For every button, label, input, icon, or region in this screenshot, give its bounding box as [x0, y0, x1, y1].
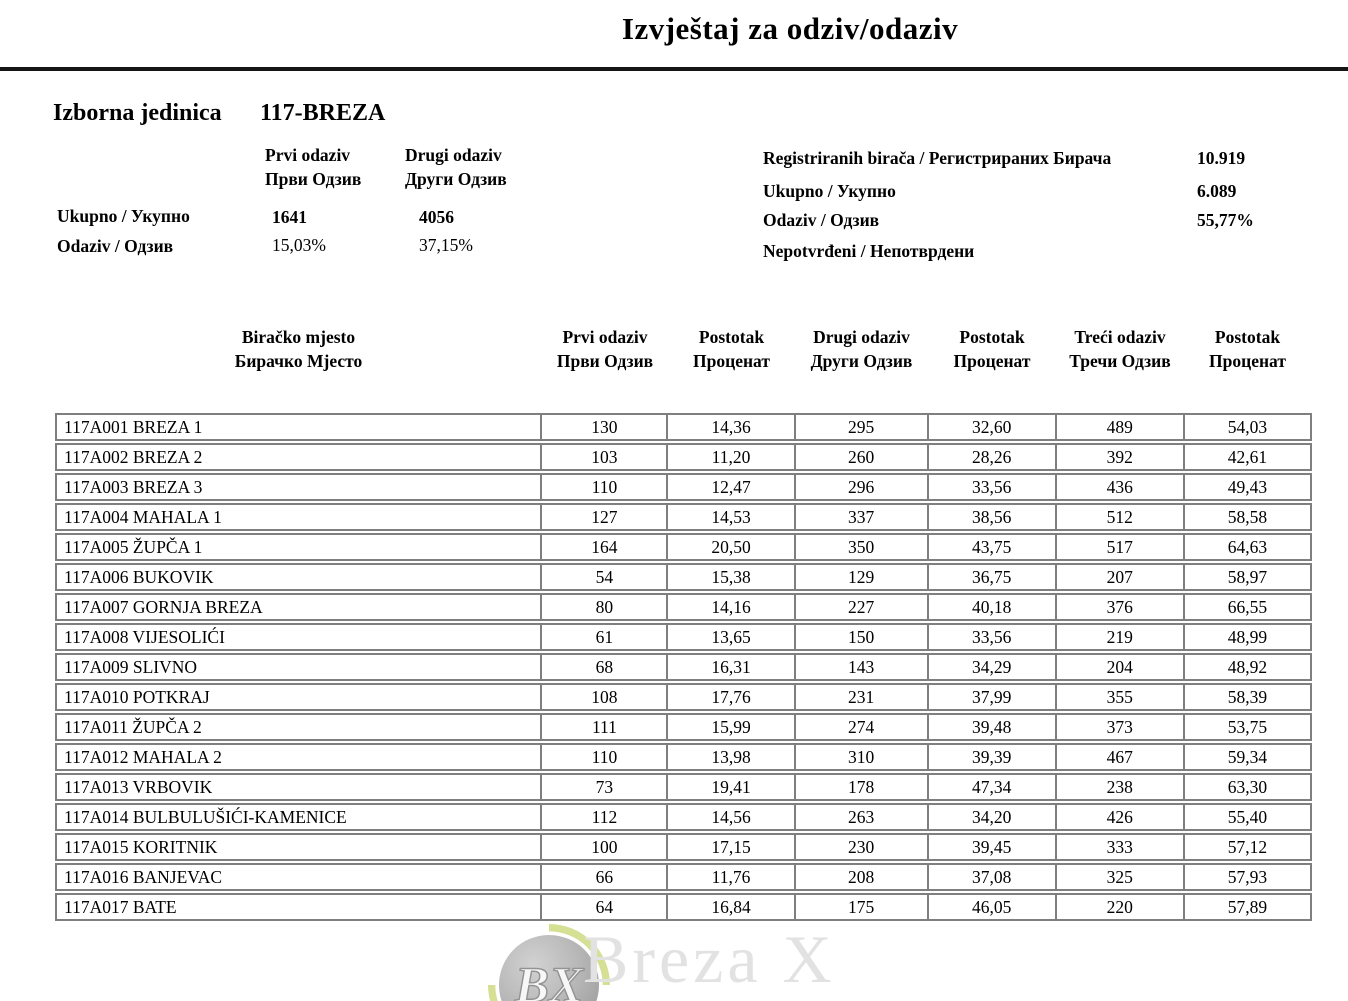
table-row [55, 803, 1312, 831]
value-cell: 39,45 [929, 833, 1057, 861]
value-cell: 80 [542, 593, 668, 621]
table-row [55, 503, 1312, 531]
col-header-biracko-mjesto-line2: Бирачко Мјесто [234, 351, 363, 371]
value-cell: 54,03 [1185, 413, 1312, 441]
value-cell: 512 [1057, 503, 1185, 531]
table-row [55, 863, 1312, 891]
value-cell: 68 [542, 653, 668, 681]
value-cell: 17,76 [668, 683, 795, 711]
table-row [55, 653, 1312, 681]
table-row [55, 593, 1312, 621]
value-cell: 310 [796, 743, 929, 771]
value-cell: 110 [542, 743, 668, 771]
value-cell: 15,38 [668, 563, 795, 591]
station-name-cell: 117A006 BUKOVIK [55, 563, 542, 591]
value-cell: 426 [1057, 803, 1185, 831]
right-summary-odaziv-value: 55,77% [1197, 210, 1254, 230]
value-cell: 227 [796, 593, 929, 621]
value-cell: 64 [542, 893, 668, 921]
value-cell: 337 [796, 503, 929, 531]
value-cell: 54 [542, 563, 668, 591]
value-cell: 39,39 [929, 743, 1057, 771]
value-cell: 11,20 [668, 443, 795, 471]
value-cell: 274 [796, 713, 929, 741]
value-cell: 231 [796, 683, 929, 711]
value-cell: 103 [542, 443, 668, 471]
station-name-cell: 117A008 VIJESOLIĆI [55, 623, 542, 651]
value-cell: 150 [796, 623, 929, 651]
value-cell: 43,75 [929, 533, 1057, 561]
value-cell: 47,34 [929, 773, 1057, 801]
col-header-treci-odaziv-line2: Тречи Одзив [1069, 351, 1171, 371]
col-header-postotak3-line1: Postotak [1214, 327, 1281, 347]
station-name-cell: 117A013 VRBOVIK [55, 773, 542, 801]
station-name-cell: 117A010 POTKRAJ [55, 683, 542, 711]
table-row [55, 413, 1312, 441]
value-cell: 204 [1057, 653, 1185, 681]
value-cell: 350 [796, 533, 929, 561]
station-name-cell: 117A014 BULBULUŠIĆI-KAMENICE [55, 803, 542, 831]
value-cell: 59,34 [1185, 743, 1312, 771]
value-cell: 57,93 [1185, 863, 1312, 891]
value-cell: 112 [542, 803, 668, 831]
col-header-treci-odaziv-line1: Treći odaziv [1074, 327, 1166, 347]
value-cell: 34,29 [929, 653, 1057, 681]
logo-letters: BX [514, 957, 584, 1001]
value-cell: 129 [796, 563, 929, 591]
value-cell: 207 [1057, 563, 1185, 591]
value-cell: 48,92 [1185, 653, 1312, 681]
table-row [55, 773, 1312, 801]
value-cell: 14,16 [668, 593, 795, 621]
station-name-cell: 117A015 KORITNIK [55, 833, 542, 861]
value-cell: 108 [542, 683, 668, 711]
left-summary-ukupno-value1: 1641 [272, 207, 307, 227]
value-cell: 34,20 [929, 803, 1057, 831]
watermark-text: Breza X [583, 921, 836, 997]
value-cell: 376 [1057, 593, 1185, 621]
value-cell: 263 [796, 803, 929, 831]
left-summary-ukupno-label: Ukupno / Укупно [57, 206, 190, 226]
value-cell: 33,56 [929, 623, 1057, 651]
title-divider [0, 67, 1348, 71]
station-name-cell: 117A009 SLIVNO [55, 653, 542, 681]
value-cell: 58,58 [1185, 503, 1312, 531]
value-cell: 40,18 [929, 593, 1057, 621]
table-row [55, 833, 1312, 861]
value-cell: 37,08 [929, 863, 1057, 891]
value-cell: 355 [1057, 683, 1185, 711]
value-cell: 164 [542, 533, 668, 561]
right-summary-nepotvrdeni-label: Nepotvrđeni / Непотврдени [763, 241, 975, 261]
right-summary-odaziv-label: Odaziv / Одзив [763, 210, 880, 230]
value-cell: 489 [1057, 413, 1185, 441]
value-cell: 127 [542, 503, 668, 531]
value-cell: 373 [1057, 713, 1185, 741]
table-row [55, 683, 1312, 711]
table-row [55, 533, 1312, 561]
right-summary-ukupno-label: Ukupno / Укупно [763, 181, 896, 201]
station-name-cell: 117A005 ŽUPČA 1 [55, 533, 542, 561]
value-cell: 28,26 [929, 443, 1057, 471]
results-table-body [55, 413, 1312, 921]
table-row [55, 893, 1312, 921]
station-name-cell: 117A002 BREZA 2 [55, 443, 542, 471]
value-cell: 14,53 [668, 503, 795, 531]
value-cell: 130 [542, 413, 668, 441]
value-cell: 66 [542, 863, 668, 891]
value-cell: 110 [542, 473, 668, 501]
value-cell: 17,15 [668, 833, 795, 861]
left-summary-odaziv-value1: 15,03% [272, 235, 326, 255]
value-cell: 13,65 [668, 623, 795, 651]
left-summary-odaziv-value2: 37,15% [419, 235, 473, 255]
station-name-cell: 117A001 BREZA 1 [55, 413, 542, 441]
value-cell: 143 [796, 653, 929, 681]
value-cell: 33,56 [929, 473, 1057, 501]
electoral-unit-label: Izborna jedinica [53, 100, 222, 126]
col-header-postotak2-line1: Postotak [959, 327, 1025, 347]
value-cell: 11,76 [668, 863, 795, 891]
value-cell: 111 [542, 713, 668, 741]
left-summary-col2-line2: Други Одзив [405, 169, 507, 189]
value-cell: 61 [542, 623, 668, 651]
value-cell: 19,41 [668, 773, 795, 801]
value-cell: 37,99 [929, 683, 1057, 711]
value-cell: 100 [542, 833, 668, 861]
value-cell: 178 [796, 773, 929, 801]
value-cell: 333 [1057, 833, 1185, 861]
value-cell: 73 [542, 773, 668, 801]
value-cell: 53,75 [1185, 713, 1312, 741]
station-name-cell: 117A016 BANJEVAC [55, 863, 542, 891]
value-cell: 14,56 [668, 803, 795, 831]
value-cell: 295 [796, 413, 929, 441]
col-header-postotak1-line1: Postotak [698, 327, 765, 347]
station-name-cell: 117A017 BATE [55, 893, 542, 921]
value-cell: 36,75 [929, 563, 1057, 591]
value-cell: 55,40 [1185, 803, 1312, 831]
page-title: Izvještaj za odziv/odaziv [621, 11, 959, 46]
col-header-prvi-odaziv-line1: Prvi odaziv [562, 327, 648, 347]
table-row [55, 623, 1312, 651]
right-summary-ukupno-value: 6.089 [1197, 181, 1237, 201]
table-row [55, 563, 1312, 591]
value-cell: 58,39 [1185, 683, 1312, 711]
value-cell: 230 [796, 833, 929, 861]
value-cell: 296 [796, 473, 929, 501]
right-summary-registered-value: 10.919 [1197, 148, 1246, 168]
value-cell: 20,50 [668, 533, 795, 561]
value-cell: 66,55 [1185, 593, 1312, 621]
value-cell: 57,12 [1185, 833, 1312, 861]
value-cell: 238 [1057, 773, 1185, 801]
station-name-cell: 117A012 MAHALA 2 [55, 743, 542, 771]
value-cell: 32,60 [929, 413, 1057, 441]
col-header-postotak2-line2: Проценат [953, 351, 1031, 371]
col-header-biracko-mjesto-line1: Biračko mjesto [241, 327, 356, 347]
value-cell: 12,47 [668, 473, 795, 501]
value-cell: 14,36 [668, 413, 795, 441]
left-summary-col2-line1: Drugi odaziv [405, 145, 502, 165]
electoral-unit-value: 117-BREZA [260, 100, 386, 126]
left-summary-col1-line1: Prvi odaziv [265, 145, 351, 165]
station-name-cell: 117A007 GORNJA BREZA [55, 593, 542, 621]
col-header-drugi-odaziv-line2: Други Одзив [810, 351, 913, 371]
value-cell: 16,31 [668, 653, 795, 681]
value-cell: 392 [1057, 443, 1185, 471]
value-cell: 57,89 [1185, 893, 1312, 921]
table-row [55, 743, 1312, 771]
station-name-cell: 117A004 MAHALA 1 [55, 503, 542, 531]
col-header-drugi-odaziv-line1: Drugi odaziv [813, 327, 910, 347]
left-summary-odaziv-label: Odaziv / Одзив [57, 236, 174, 256]
value-cell: 15,99 [668, 713, 795, 741]
value-cell: 467 [1057, 743, 1185, 771]
value-cell: 208 [796, 863, 929, 891]
value-cell: 39,48 [929, 713, 1057, 741]
station-name-cell: 117A003 BREZA 3 [55, 473, 542, 501]
value-cell: 260 [796, 443, 929, 471]
value-cell: 325 [1057, 863, 1185, 891]
col-header-postotak1-line2: Проценат [693, 351, 770, 371]
col-header-prvi-odaziv-line2: Први Одзив [556, 351, 654, 371]
left-summary-ukupno-value2: 4056 [419, 207, 454, 227]
left-summary-col1-line2: Први Одзив [265, 169, 362, 189]
value-cell: 64,63 [1185, 533, 1312, 561]
value-cell: 436 [1057, 473, 1185, 501]
station-name-cell: 117A011 ŽUPČA 2 [55, 713, 542, 741]
value-cell: 16,84 [668, 893, 795, 921]
value-cell: 220 [1057, 893, 1185, 921]
value-cell: 38,56 [929, 503, 1057, 531]
value-cell: 49,43 [1185, 473, 1312, 501]
value-cell: 63,30 [1185, 773, 1312, 801]
col-header-postotak3-line2: Проценат [1209, 351, 1286, 371]
value-cell: 13,98 [668, 743, 795, 771]
value-cell: 46,05 [929, 893, 1057, 921]
value-cell: 58,97 [1185, 563, 1312, 591]
value-cell: 517 [1057, 533, 1185, 561]
results-table [55, 411, 1312, 923]
table-row [55, 443, 1312, 471]
table-row [55, 473, 1312, 501]
right-summary-registered-label: Registriranih birača / Регистрираних Бирача [763, 148, 1112, 168]
value-cell: 175 [796, 893, 929, 921]
table-row [55, 713, 1312, 741]
value-cell: 219 [1057, 623, 1185, 651]
value-cell: 42,61 [1185, 443, 1312, 471]
value-cell: 48,99 [1185, 623, 1312, 651]
